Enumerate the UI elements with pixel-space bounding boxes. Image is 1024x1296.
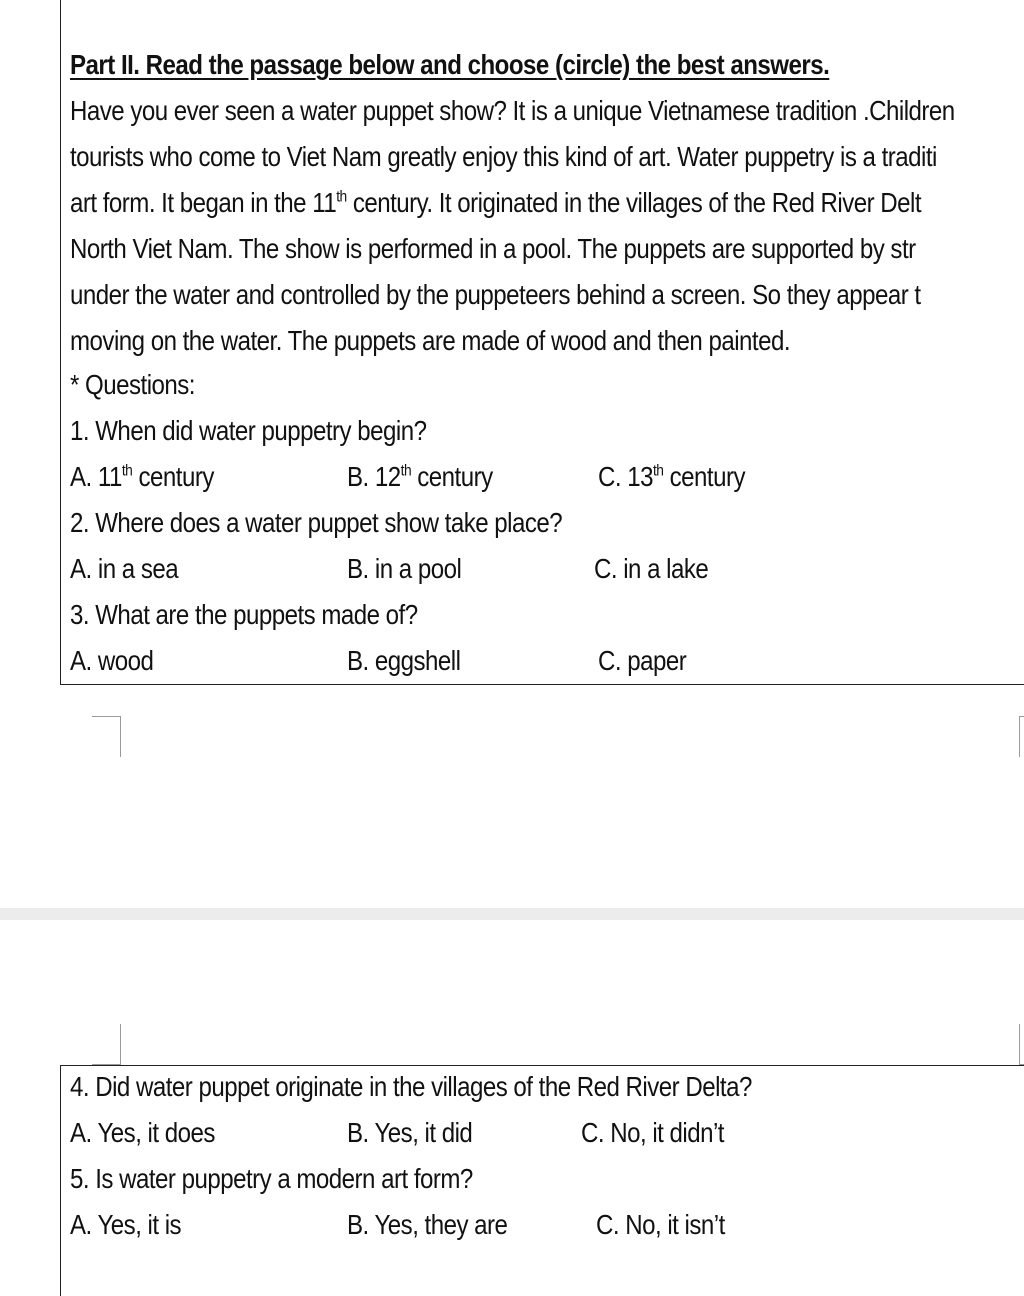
passage-text: art form. It began in the 11	[70, 187, 337, 218]
option-text: century	[132, 461, 214, 492]
q4-option-c[interactable]: C. No, it didn’t	[581, 1117, 724, 1148]
passage-line: Have you ever seen a water puppet show? It is a unique Vietnamese tradition .Children	[70, 95, 955, 126]
margin-corner-mark	[92, 1024, 121, 1065]
q5-option-a[interactable]: A. Yes, it is	[70, 1209, 182, 1240]
q5-option-b[interactable]: B. Yes, they are	[347, 1209, 508, 1240]
q1-option-b[interactable]	[347, 459, 493, 495]
question-3: 3. What are the puppets made of?	[70, 599, 418, 630]
margin-corner-mark	[1019, 1024, 1024, 1065]
q3-option-a[interactable]: A. wood	[70, 645, 154, 676]
question-5: 5. Is water puppetry a modern art form?	[70, 1163, 473, 1194]
superscript: th	[400, 462, 412, 480]
q2-option-b[interactable]: B. in a pool	[347, 553, 462, 584]
margin-corner-mark	[92, 716, 121, 757]
questions-heading: * Questions:	[70, 369, 195, 400]
q4-option-a[interactable]: A. Yes, it does	[70, 1117, 215, 1148]
passage-line	[70, 185, 921, 221]
passage-line: moving on the water. The puppets are made of wood and then painted.	[70, 325, 791, 356]
page-gap	[0, 908, 1024, 920]
margin-corner-mark	[1019, 716, 1024, 757]
passage-line: tourists who come to Viet Nam greatly enjoy this kind of art. Water puppetry is a traditi	[70, 141, 937, 172]
q3-option-b[interactable]: B. eggshell	[347, 645, 461, 676]
option-text: B. 12	[347, 461, 401, 492]
option-text: C. 13	[598, 461, 653, 492]
option-text: A. 11	[70, 461, 122, 492]
q1-option-c[interactable]	[598, 459, 745, 495]
option-text: century	[663, 461, 745, 492]
question-1: 1. When did water puppetry begin?	[70, 415, 427, 446]
q2-option-a[interactable]: A. in a sea	[70, 553, 179, 584]
q4-option-b[interactable]: B. Yes, it did	[347, 1117, 473, 1148]
passage-line: under the water and controlled by the puppeteers behind a screen. So they appear t	[70, 279, 921, 310]
passage-text: century. It originated in the villages of the Red River Delt	[346, 187, 922, 218]
question-4: 4. Did water puppet originate in the villages of the Red River Delta?	[70, 1071, 752, 1102]
superscript: th	[336, 188, 347, 206]
passage-line: North Viet Nam. The show is performed in a pool. The puppets are supported by str	[70, 233, 916, 264]
q3-option-c[interactable]: C. paper	[598, 645, 687, 676]
question-2: 2. Where does a water puppet show take place?	[70, 507, 563, 538]
superscript: th	[652, 462, 664, 480]
q2-option-c[interactable]: C. in a lake	[594, 553, 709, 584]
option-text: century	[411, 461, 493, 492]
q5-option-c[interactable]: C. No, it isn’t	[596, 1209, 725, 1240]
part-heading: Part II. Read the passage below and choose (circle) the best answers.	[70, 49, 830, 80]
superscript: th	[121, 462, 133, 480]
q1-option-a[interactable]	[70, 459, 214, 495]
